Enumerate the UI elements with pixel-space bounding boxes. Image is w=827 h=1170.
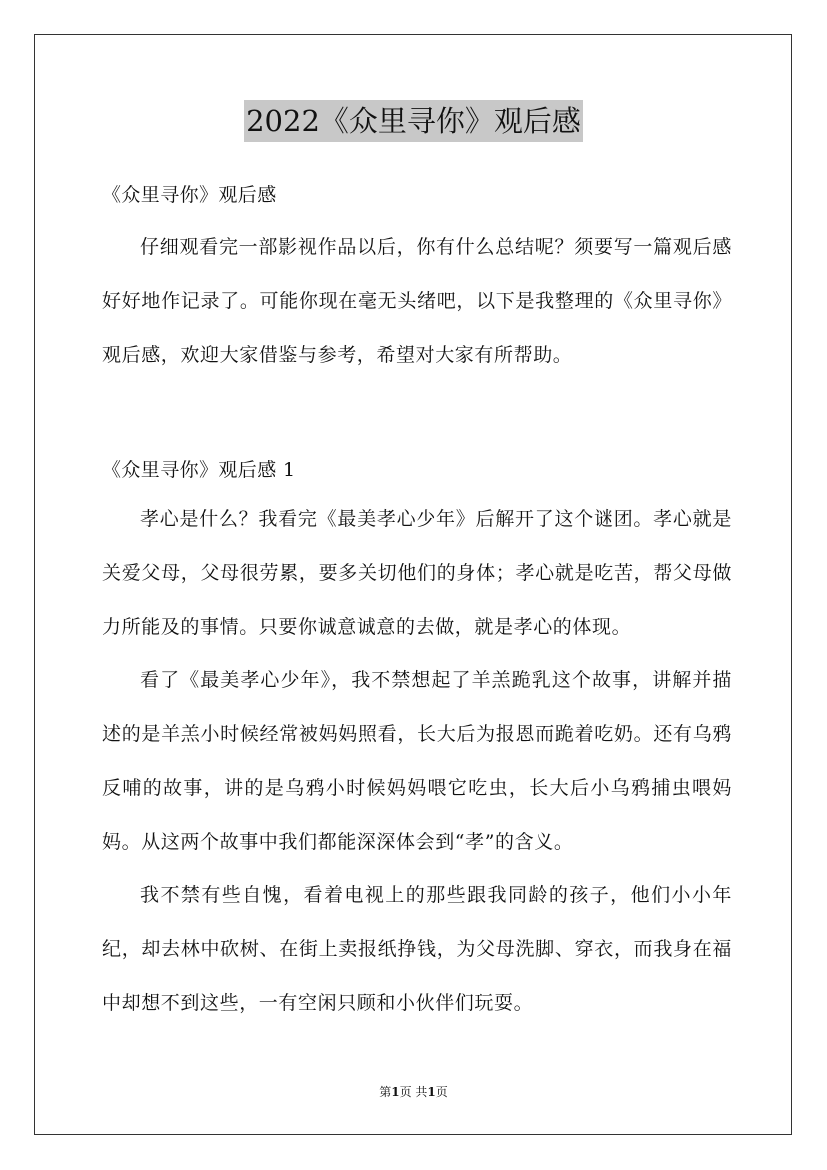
footer-page-mid: 页 共 xyxy=(399,1085,428,1099)
footer-page-prefix: 第 xyxy=(379,1085,392,1099)
footer-page-total: 1 xyxy=(427,1085,436,1099)
body-paragraph-2: 看了《最美孝心少年》，我不禁想起了羊羔跪乳这个故事，讲解并描述的是羊羔小时候经常被妈妈照看，长大后为报恩而跪着吃奶。还有乌鸦反哺的故事，讲的是乌鸦小时候妈妈喂它吃虫，长大后小乌鸦捕虫喂妈妈。从这两个故事中我们都能深深体会到“孝”的含义。 xyxy=(102,669,732,853)
footer-page-suffix: 页 xyxy=(435,1085,448,1099)
document-title-text: 2022《众里寻你》观后感 xyxy=(244,100,583,142)
document-subtitle: 《众里寻你》观后感 xyxy=(102,184,277,206)
document-title xyxy=(0,100,827,142)
footer-page-current: 1 xyxy=(391,1085,400,1099)
page-footer xyxy=(0,1083,827,1100)
body-paragraph-3: 我不禁有些自愧，看着电视上的那些跟我同龄的孩子，他们小小年纪，却去林中砍树、在街上卖报纸挣钱，为父母洗脚、穿衣，而我身在福中却想不到这些，一有空闲只顾和小伙伴们玩耍。 xyxy=(102,884,732,1014)
intro-paragraph: 仔细观看完一部影视作品以后，你有什么总结呢？须要写一篇观后感好好地作记录了。可能你现在毫无头绪吧，以下是我整理的《众里寻你》观后感，欢迎大家借鉴与参考，希望对大家有所帮助。 xyxy=(102,236,732,366)
section-heading: 《众里寻你》观后感 1 xyxy=(102,459,296,481)
body-paragraph-1: 孝心是什么？我看完《最美孝心少年》后解开了这个谜团。孝心就是关爱父母，父母很劳累，要多关切他们的身体；孝心就是吃苦，帮父母做力所能及的事情。只要你诚意诚意的去做，就是孝心的体现。 xyxy=(102,508,732,638)
